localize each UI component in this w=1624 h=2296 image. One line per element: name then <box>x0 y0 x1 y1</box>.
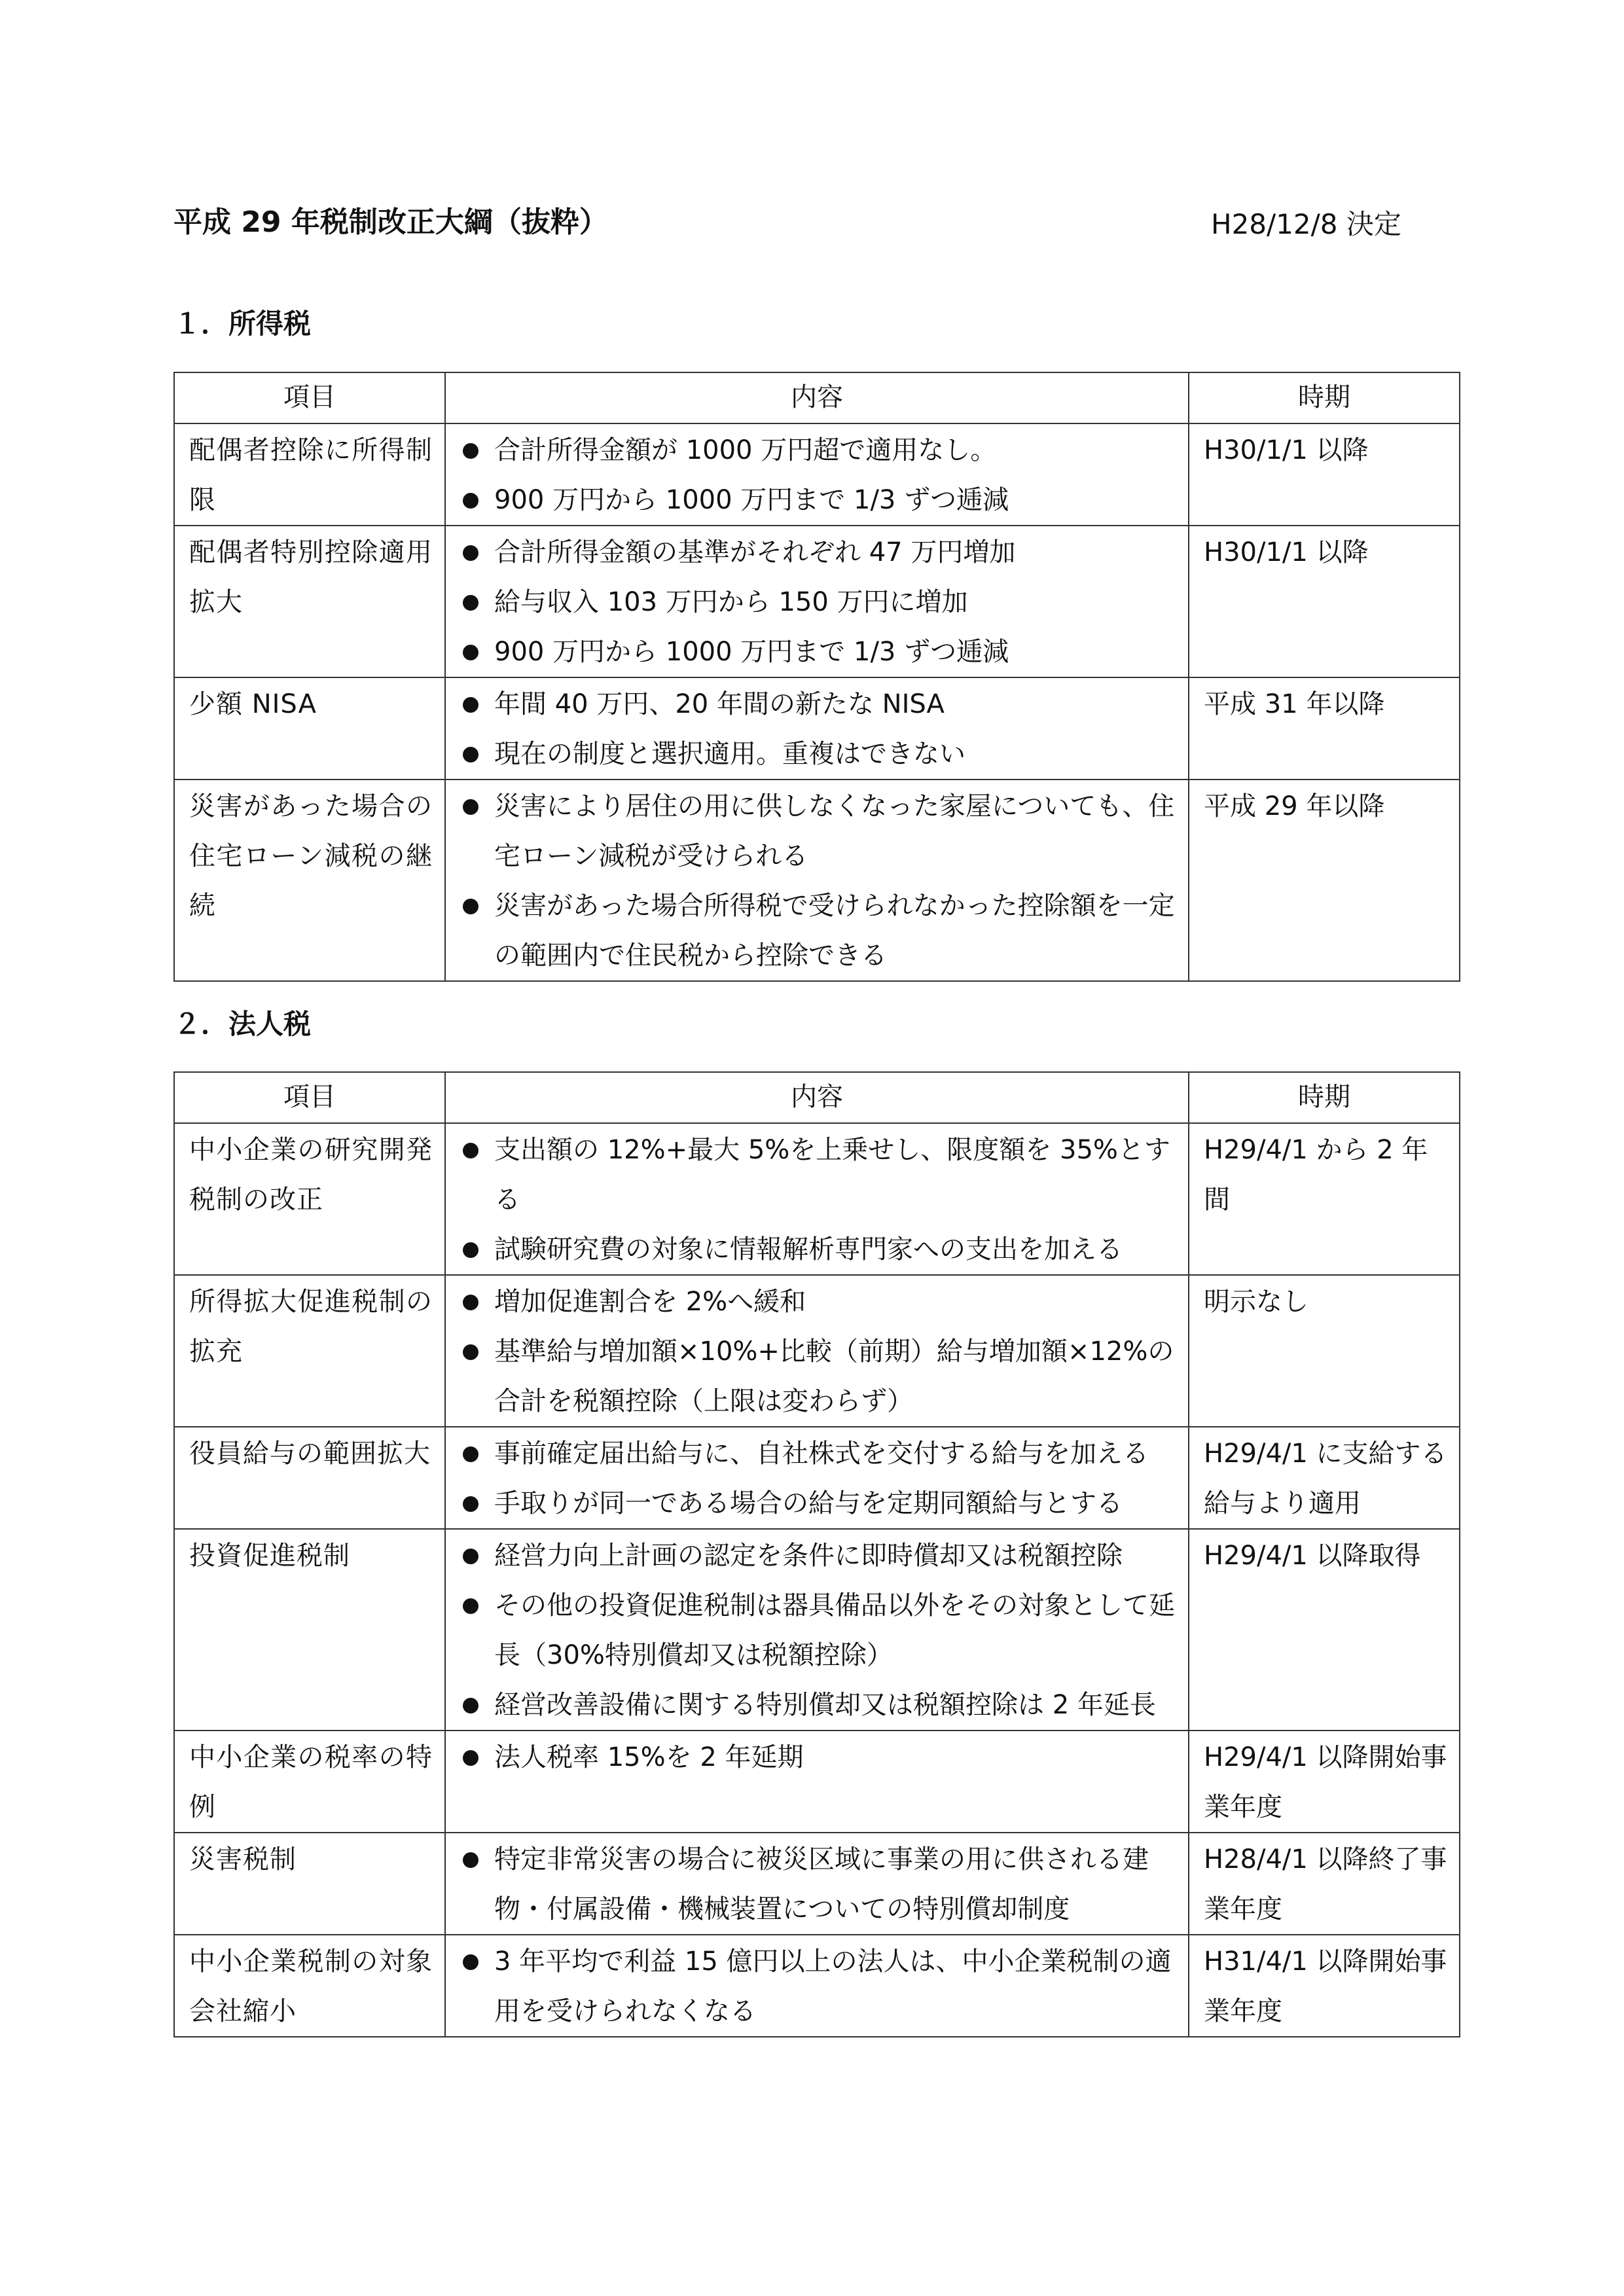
content-cell <box>445 423 1189 526</box>
bullet-icon <box>463 1750 478 1766</box>
bullet-item: 試験研究費の対象に情報解析専門家への支出を加える <box>460 1225 1176 1274</box>
bullet-item: 災害により居住の用に供しなくなった家屋についても、住宅ローン減税が受けられる <box>460 781 1176 881</box>
table-row <box>174 1123 1460 1275</box>
bullet-icon <box>463 747 478 762</box>
bullet-item: 経営改善設備に関する特別償却又は税額控除は 2 年延長 <box>460 1680 1176 1730</box>
table-row <box>174 677 1460 780</box>
table-header-row <box>174 1072 1460 1123</box>
period-cell: 明示なし <box>1189 1275 1460 1427</box>
table-row <box>174 1529 1460 1731</box>
content-cell <box>445 1935 1189 2037</box>
bullet-icon <box>463 1242 478 1258</box>
period-cell: H29/4/1 から 2 年間 <box>1189 1123 1460 1275</box>
corporate-tax-table <box>173 1071 1460 2037</box>
table-header-row <box>174 372 1460 423</box>
bullet-icon <box>463 1852 478 1868</box>
bullet-icon <box>463 595 478 611</box>
content-cell <box>445 1427 1189 1529</box>
table-row <box>174 1427 1460 1529</box>
bullet-item: 3 年平均で利益 15 億円以上の法人は、中小企業税制の適用を受けられなくなる <box>460 1937 1176 2036</box>
bullet-icon <box>463 1344 478 1360</box>
section-heading-income-tax: １．所得税 <box>173 308 312 340</box>
item-cell: 中小企業の税率の特例 <box>174 1731 445 1833</box>
bullet-item: 増加促進割合を 2%へ緩和 <box>460 1277 1176 1327</box>
decision-date: H28/12/8 決定 <box>1211 208 1401 240</box>
table-row <box>174 1731 1460 1833</box>
bullet-item: 合計所得金額が 1000 万円超で適用なし。 <box>460 425 1176 475</box>
item-cell: 中小企業税制の対象会社縮小 <box>174 1935 445 2037</box>
item-cell: 災害があった場合の住宅ローン減税の継続 <box>174 780 445 981</box>
document-title: 平成 29 年税制改正大綱（抜粋） <box>173 206 608 239</box>
bullet-item: 900 万円から 1000 万円まで 1/3 ずつ逓減 <box>460 475 1176 525</box>
bullet-item: 900 万円から 1000 万円まで 1/3 ずつ逓減 <box>460 627 1176 677</box>
bullet-item: 経営力向上計画の認定を条件に即時償却又は税額控除 <box>460 1531 1176 1581</box>
bullet-icon <box>463 493 478 509</box>
column-header-period: 時期 <box>1189 372 1460 423</box>
column-header-item: 項目 <box>174 372 445 423</box>
bullet-item: その他の投資促進税制は器具備品以外をその対象として延長（30%特別償却又は税額控除） <box>460 1581 1176 1680</box>
bullet-icon <box>463 799 478 815</box>
bullet-item: 給与収入 103 万円から 150 万円に増加 <box>460 577 1176 627</box>
column-header-content: 内容 <box>445 1072 1189 1123</box>
bullet-item: 現在の制度と選択適用。重複はできない <box>460 729 1176 779</box>
bullet-icon <box>463 645 478 660</box>
bullet-item: 年間 40 万円、20 年間の新たな NISA <box>460 679 1176 729</box>
bullet-icon <box>463 443 478 459</box>
bullet-icon <box>463 1698 478 1713</box>
bullet-item: 事前確定届出給与に、自社株式を交付する給与を加える <box>460 1429 1176 1479</box>
period-cell: H30/1/1 以降 <box>1189 423 1460 526</box>
item-cell: 配偶者特別控除適用拡大 <box>174 526 445 677</box>
content-cell <box>445 1833 1189 1935</box>
bullet-item: 災害があった場合所得税で受けられなかった控除額を一定の範囲内で住民税から控除できる <box>460 881 1176 980</box>
period-cell: H28/4/1 以降終了事業年度 <box>1189 1833 1460 1935</box>
content-cell <box>445 1275 1189 1427</box>
item-cell: 中小企業の研究開発税制の改正 <box>174 1123 445 1275</box>
table-row <box>174 1833 1460 1935</box>
bullet-icon <box>463 1295 478 1310</box>
bullet-icon <box>463 1549 478 1564</box>
bullet-icon <box>463 545 478 561</box>
content-cell <box>445 1731 1189 1833</box>
table-row <box>174 1935 1460 2037</box>
item-cell: 役員給与の範囲拡大 <box>174 1427 445 1529</box>
column-header-item: 項目 <box>174 1072 445 1123</box>
content-cell <box>445 1123 1189 1275</box>
bullet-item: 特定非常災害の場合に被災区域に事業の用に供される建物・付属設備・機械装置についての特別償却制度 <box>460 1835 1176 1934</box>
period-cell: H29/4/1 以降開始事業年度 <box>1189 1731 1460 1833</box>
bullet-item: 合計所得金額の基準がそれぞれ 47 万円増加 <box>460 528 1176 577</box>
bullet-item: 基準給与増加額×10%+比較（前期）給与増加額×12%の合計を税額控除（上限は変わらず） <box>460 1327 1176 1426</box>
content-cell <box>445 780 1189 981</box>
bullet-item: 法人税率 15%を 2 年延期 <box>460 1732 1176 1782</box>
period-cell: H31/4/1 以降開始事業年度 <box>1189 1935 1460 2037</box>
income-tax-table <box>173 372 1460 982</box>
content-cell <box>445 526 1189 677</box>
table-row <box>174 780 1460 981</box>
bullet-icon <box>463 697 478 713</box>
period-cell: H29/4/1 に支給する給与より適用 <box>1189 1427 1460 1529</box>
content-cell <box>445 677 1189 780</box>
table-row <box>174 526 1460 677</box>
item-cell: 所得拡大促進税制の拡充 <box>174 1275 445 1427</box>
table-row <box>174 423 1460 526</box>
bullet-icon <box>463 1598 478 1614</box>
period-cell: 平成 29 年以降 <box>1189 780 1460 981</box>
period-cell: H29/4/1 以降取得 <box>1189 1529 1460 1731</box>
bullet-icon <box>463 1496 478 1512</box>
section-heading-corporate-tax: ２．法人税 <box>173 1008 312 1040</box>
bullet-item: 支出額の 12%+最大 5%を上乗せし、限度額を 35%とする <box>460 1125 1176 1225</box>
column-header-period: 時期 <box>1189 1072 1460 1123</box>
table-row <box>174 1275 1460 1427</box>
bullet-item: 手取りが同一である場合の給与を定期同額給与とする <box>460 1479 1176 1528</box>
item-cell: 投資促進税制 <box>174 1529 445 1731</box>
item-cell: 少額 NISA <box>174 677 445 780</box>
bullet-icon <box>463 1446 478 1462</box>
bullet-icon <box>463 1143 478 1158</box>
bullet-icon <box>463 899 478 914</box>
item-cell: 配偶者控除に所得制限 <box>174 423 445 526</box>
content-cell <box>445 1529 1189 1731</box>
period-cell: H30/1/1 以降 <box>1189 526 1460 677</box>
item-cell: 災害税制 <box>174 1833 445 1935</box>
bullet-icon <box>463 1954 478 1970</box>
column-header-content: 内容 <box>445 372 1189 423</box>
period-cell: 平成 31 年以降 <box>1189 677 1460 780</box>
